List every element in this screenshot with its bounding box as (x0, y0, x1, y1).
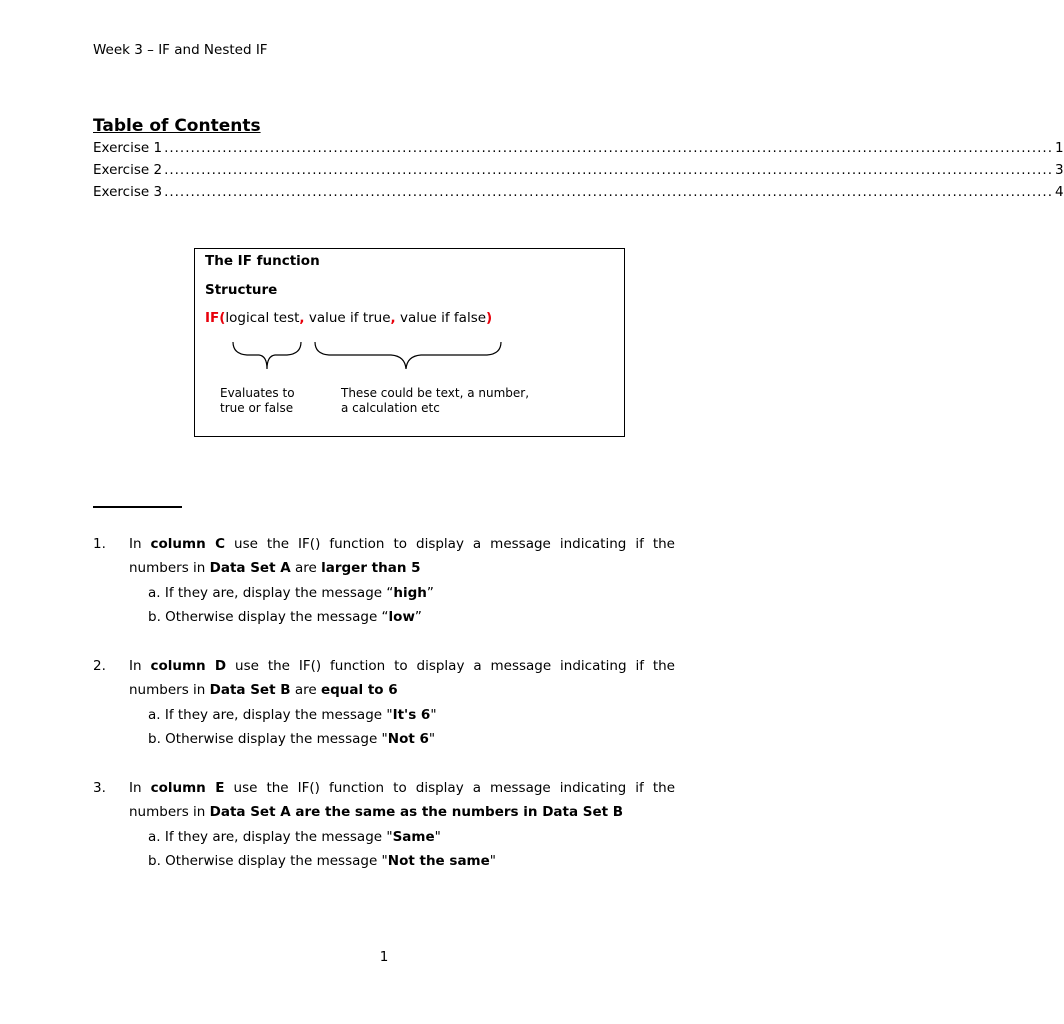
formula-fn: IF( (205, 310, 226, 326)
toc-entry-page: 1 (1055, 140, 1064, 156)
formula-arg-value-if-true: value if true (304, 310, 391, 326)
question-3-sub-b: b. Otherwise display the message "Not the same" (148, 853, 496, 869)
question-text: In column D use the IF() function to display a message indicating if the numbers in Data Set B are equal to 6 (129, 658, 675, 698)
box-title: The IF function (205, 253, 320, 269)
toc-entry-label: Exercise 3 (93, 184, 163, 200)
toc-entry-label: Exercise 2 (93, 162, 163, 178)
question-3-sub-a: a. If they are, display the message "Same" (148, 829, 441, 845)
formula-comma: , (390, 310, 396, 326)
question-text: In column E use the IF() function to display a message indicating if the numbers in Data Set A are the same as the numbers in Data Set B (129, 780, 675, 820)
note-line: a calculation etc (341, 401, 440, 415)
toc-entry[interactable] (93, 162, 1064, 178)
section-rule (93, 506, 182, 508)
note-line: Evaluates to (220, 386, 295, 400)
toc-entry-page: 3 (1055, 162, 1064, 178)
question-text: In column C use the IF() function to display a message indicating if the numbers in Data Set A are larger than 5 (129, 536, 675, 576)
toc-entry[interactable] (93, 140, 1064, 156)
formula-arg-logical-test: logical test (225, 310, 300, 326)
left-curly-brace (233, 342, 301, 369)
question-2-sub-a: a. If they are, display the message "It's 6" (148, 707, 437, 723)
box-subtitle: Structure (205, 282, 278, 298)
question-1-sub-a: a. If they are, display the message “high” (148, 585, 434, 601)
page-number: 1 (379, 949, 389, 965)
question-2-sub-b: b. Otherwise display the message "Not 6" (148, 731, 436, 747)
right-curly-brace (315, 342, 501, 369)
question-number: 3. (93, 780, 106, 796)
toc-entry-page: 4 (1055, 184, 1064, 200)
note-line: true or false (220, 401, 294, 415)
note-line: These could be text, a number, (341, 386, 530, 400)
question-1-sub-b: b. Otherwise display the message “low” (148, 609, 422, 625)
toc-leader-dots: ........................................................................................................................................................................ (164, 162, 1053, 178)
toc-title: Table of Contents (93, 116, 261, 136)
toc-entry-label: Exercise 1 (93, 140, 163, 156)
note-values (341, 386, 529, 416)
toc-leader-dots: ........................................................................................................................................................................ (164, 140, 1053, 156)
toc-entry[interactable] (93, 184, 1064, 200)
question-number: 1. (93, 536, 106, 552)
if-function-box (194, 248, 625, 437)
formula-arg-value-if-false: value if false (395, 310, 487, 326)
note-evaluates (220, 386, 295, 416)
formula-close-paren: ) (486, 310, 493, 326)
page-header: Week 3 – IF and Nested IF (93, 42, 268, 58)
toc-leader-dots: ........................................................................................................................................................................ (164, 184, 1053, 200)
question-number: 2. (93, 658, 106, 674)
formula-comma: , (299, 310, 305, 326)
